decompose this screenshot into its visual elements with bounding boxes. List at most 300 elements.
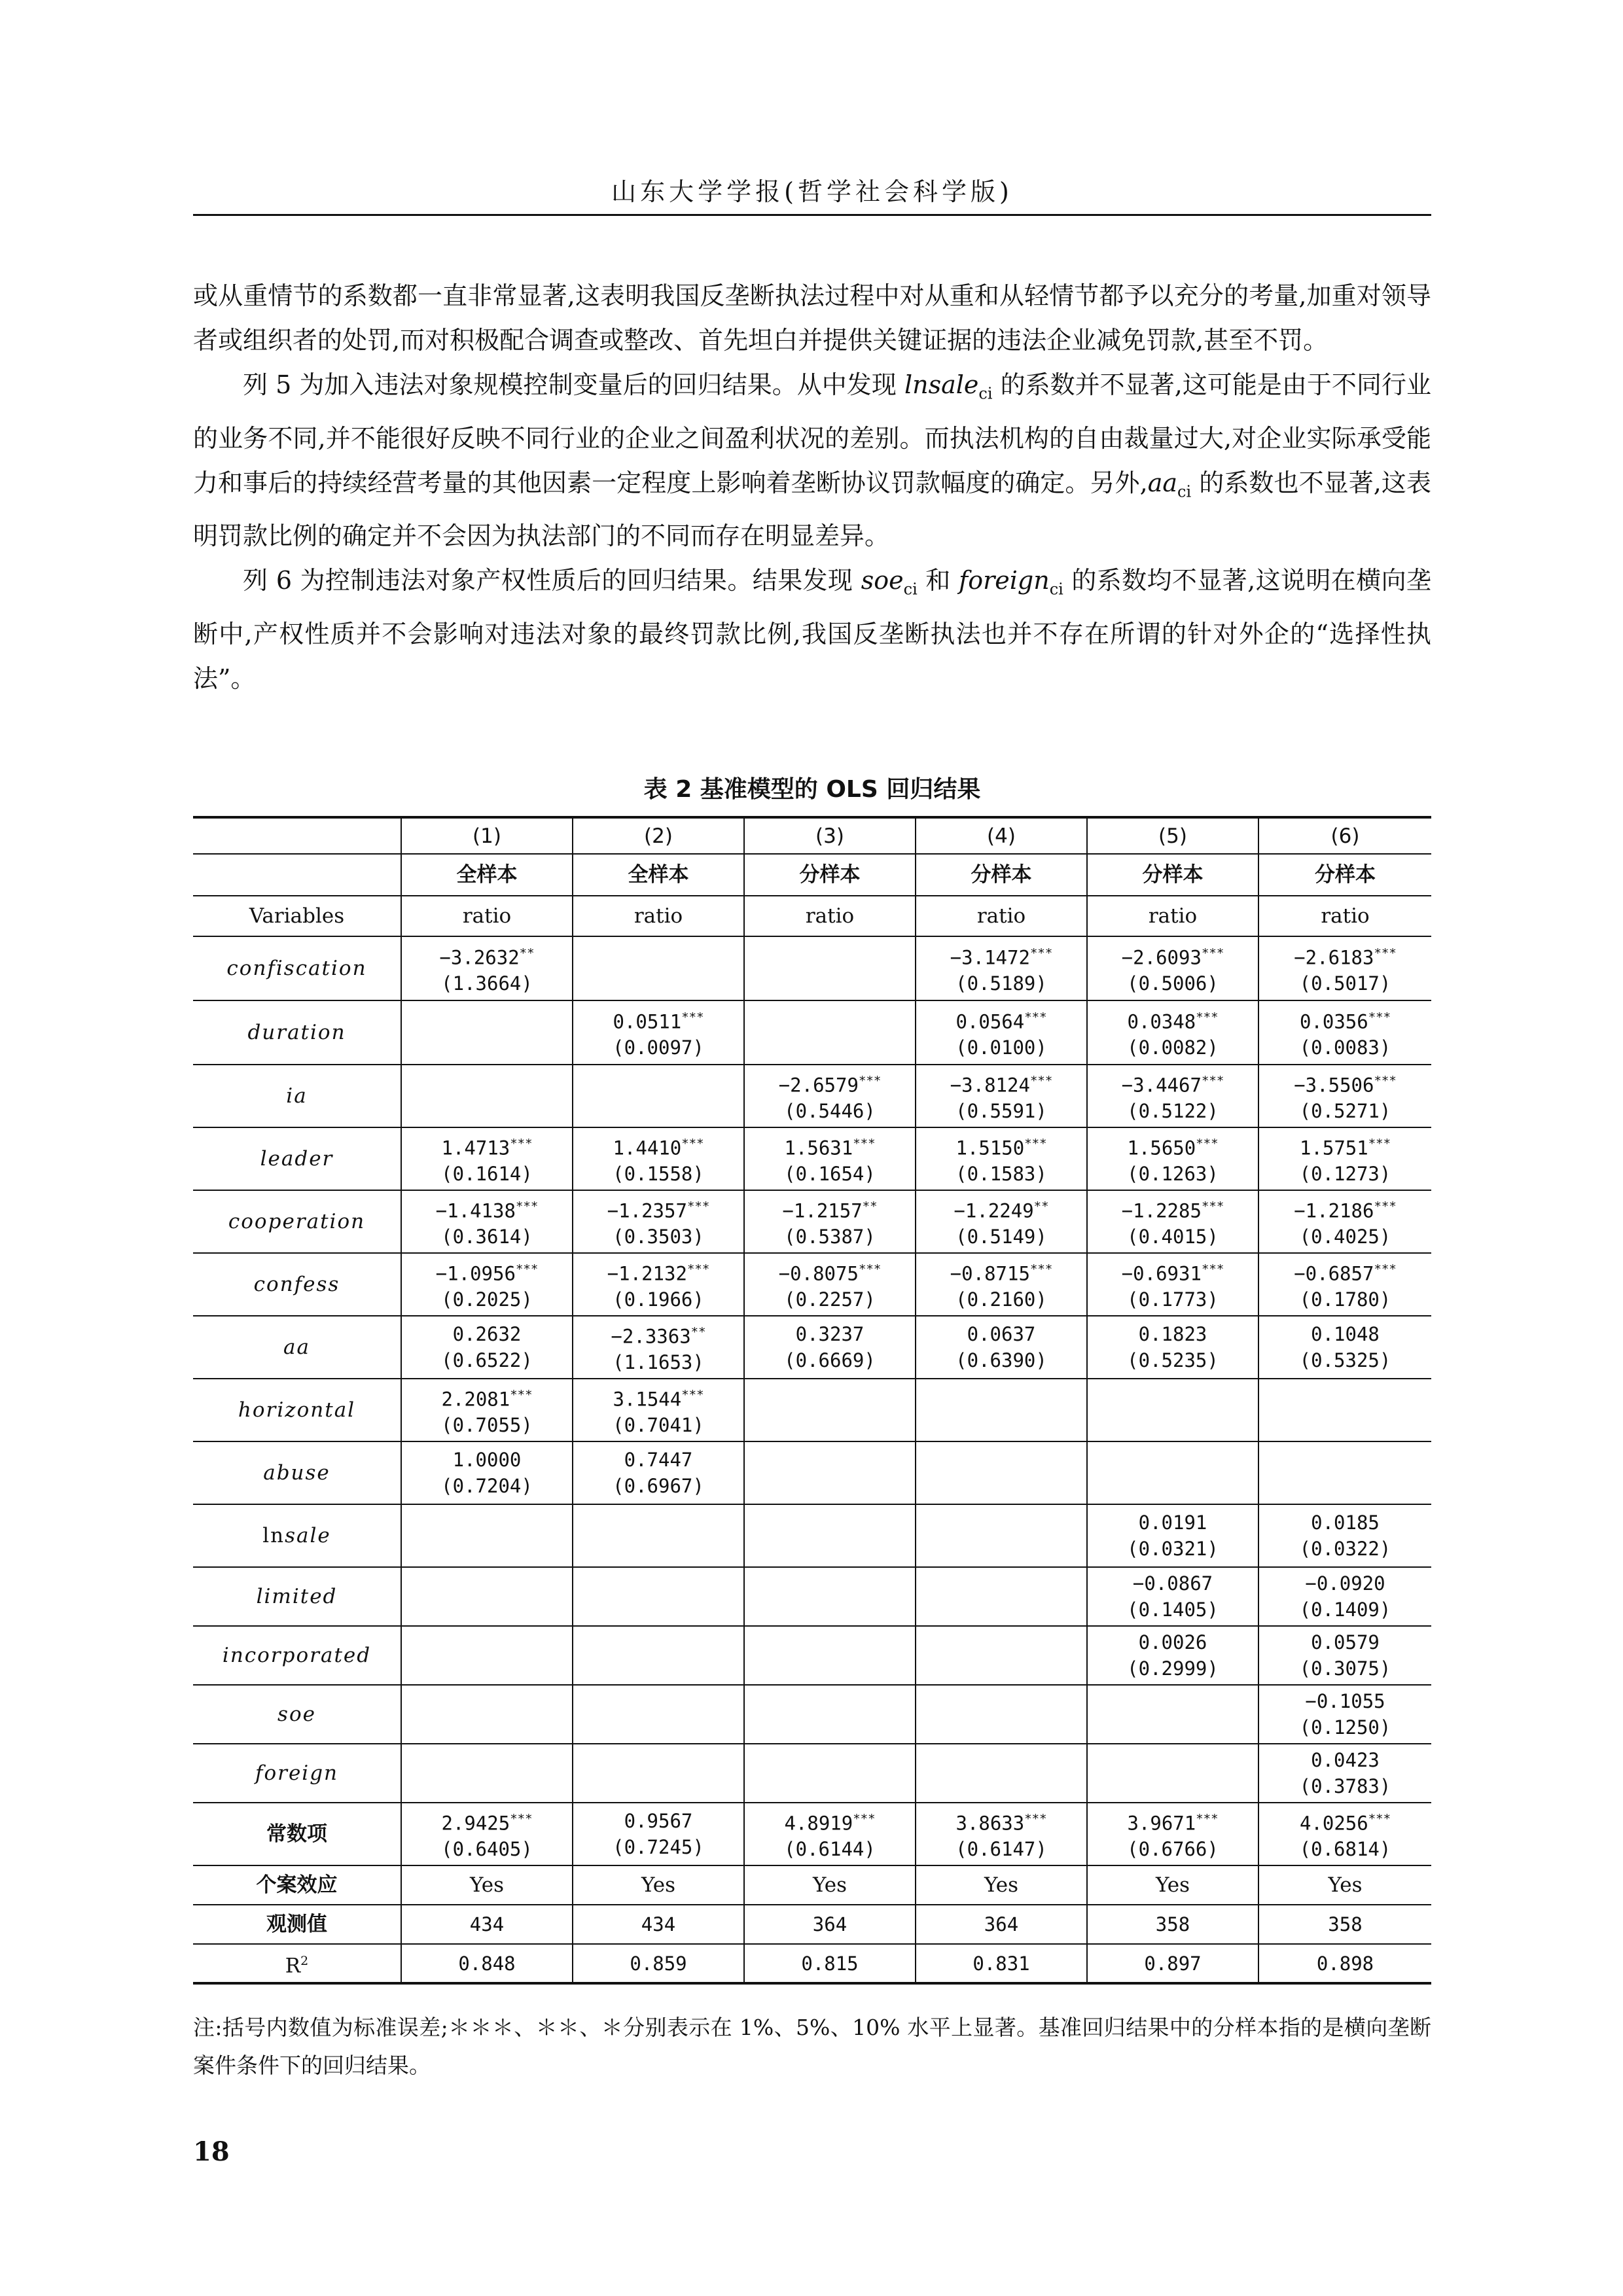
standard-error: (0.5235) [1127,1349,1219,1371]
table-row [193,1744,1431,1803]
significance-stars: *** [1368,1136,1391,1151]
coef-cell [573,1803,744,1865]
sample-label: 分样本 [1258,854,1431,896]
coefficient: 0.9567 [624,1810,693,1832]
significance-stars: ** [690,1324,706,1339]
body-text [193,274,1431,701]
significance-stars: *** [515,1262,539,1277]
coefficient: 0.0511*** [613,1010,704,1033]
standard-error: (0.0100) [955,1036,1047,1059]
fixed-effect-value: Yes [573,1865,744,1905]
coef-cell [573,1441,744,1504]
fixed-effect-value: Yes [744,1865,916,1905]
standard-error: (0.5325) [1299,1349,1391,1371]
standard-error: (0.7204) [441,1475,533,1497]
coef-cell [1087,1504,1258,1567]
paragraph-3 [193,558,1431,701]
sample-label: 分样本 [916,854,1087,896]
coef-cell [1087,1379,1258,1441]
variable-name: abuse [193,1441,401,1504]
variable-name: leader [193,1127,401,1190]
standard-error: (0.1263) [1127,1163,1219,1186]
table-note: 注:括号内数值为标准误差;＊＊＊、＊＊、＊分别表示在 1%、5%、10% 水平上显著。基准回归结果中的分样本指的是横向垄断案件条件下的回归结果。 [193,2015,1431,2078]
standard-error: (0.0082) [1127,1036,1219,1059]
coefficient: −2.3363** [611,1324,706,1348]
column-number: (5) [1087,817,1258,854]
coefficient: −0.6931*** [1121,1262,1224,1285]
standard-error: (0.6147) [955,1838,1047,1861]
coef-cell [744,1803,916,1865]
r-squared-value: 0.898 [1258,1944,1431,1983]
significance-stars: *** [853,1136,876,1151]
coefficient: 1.5631*** [784,1136,876,1159]
coef-cell [1087,1253,1258,1316]
standard-error: (0.2999) [1127,1657,1219,1680]
observations-value: 434 [573,1905,744,1944]
significance-stars: *** [853,1811,876,1826]
standard-error: (0.4025) [1299,1226,1391,1248]
significance-stars: *** [687,1262,710,1277]
standard-error: (0.5006) [1127,972,1219,995]
standard-error: (0.2257) [784,1288,876,1311]
standard-error: (0.7245) [613,1836,704,1858]
coef-cell [744,1441,916,1504]
table-row [193,1944,1431,1983]
coefficient: 4.0256*** [1299,1811,1391,1835]
regression-table [193,816,1431,1985]
coef-cell [401,1000,573,1065]
coefficient: −1.4138*** [435,1199,539,1222]
significance-stars: *** [1196,1010,1219,1025]
coef-cell [1087,1000,1258,1065]
fixed-effect-label: 个案效应 [193,1865,401,1905]
standard-error: (0.1409) [1299,1598,1391,1621]
variable-name: confess [193,1253,401,1316]
r-squared-value: 0.848 [401,1944,573,1983]
coef-cell [401,1316,573,1379]
coefficient: 3.1544*** [613,1387,704,1411]
page-number: 18 [193,2136,230,2167]
coefficient: 0.0026 [1138,1631,1207,1653]
coef-cell [744,1127,916,1190]
coef-cell [401,1567,573,1626]
standard-error: (0.2025) [441,1288,533,1311]
r-squared-value: 0.859 [573,1944,744,1983]
coefficient: 3.9671*** [1127,1811,1219,1835]
observations-value: 358 [1258,1905,1431,1944]
variable-name: aa [193,1316,401,1379]
coefficient: −0.0867 [1132,1572,1213,1595]
var-soe: soe [861,566,904,595]
significance-stars: *** [1029,1262,1053,1277]
coefficient: −3.2632** [439,945,535,969]
variable-name: cooperation [193,1190,401,1253]
coef-cell [573,1253,744,1316]
coefficient: 0.7447 [624,1449,693,1471]
var-lnsale: lnsale [904,370,979,399]
coef-cell [401,1379,573,1441]
table-row [193,1567,1431,1626]
significance-stars: *** [681,1387,704,1402]
dependent-variable: ratio [1087,896,1258,936]
standard-error: (0.6814) [1299,1838,1391,1861]
coefficient: −2.6183*** [1294,945,1397,969]
coefficient: 1.5751*** [1299,1136,1391,1159]
variable-name-part: ln [262,1524,285,1547]
coefficient: −2.6579*** [778,1073,882,1097]
coefficient: 0.0356*** [1299,1010,1391,1033]
coef-cell [401,936,573,1000]
coef-cell [1258,1127,1431,1190]
table-row [193,1504,1431,1567]
significance-stars: *** [1029,945,1053,961]
observations-value: 358 [1087,1905,1258,1944]
sample-label: 分样本 [1087,854,1258,896]
text-run: 列 6 为控制违法对象产权性质后的回归结果。结果发现 [243,566,861,595]
coef-cell [1087,1744,1258,1803]
standard-error: (0.1966) [613,1288,704,1311]
header-rule [193,214,1431,216]
significance-stars: *** [1024,1811,1047,1826]
coefficient: 0.3237 [795,1323,865,1345]
text-run: 的系数均不显著,这说明在横向垄断中,产权性质并不会影响对违法对象的最终罚款比例,我国反垄断执法也并不存在所谓的针对外企的“选择性执法”。 [193,566,1431,693]
dependent-variable: ratio [1258,896,1431,936]
significance-stars: *** [687,1199,710,1214]
subscript: ci [903,580,918,599]
coef-cell [916,1316,1087,1379]
dependent-variable: ratio [916,896,1087,936]
text-run: 的系数并不显著,这可能是由于不同行业的业务不同,并不能很好反映不同行业的企业之间盈利状况的差别。而执法机构的自由裁量过大,对企业实际承受能力和事后的持续经营考量的其他因素一定程度上影响着垄断协议罚款幅度的确定。另外, [193,370,1431,497]
coef-cell [744,1685,916,1744]
standard-error: (0.1780) [1299,1288,1391,1311]
observations-value: 434 [401,1905,573,1944]
coefficient: −0.0920 [1305,1572,1385,1595]
variable-name [193,1504,401,1567]
coef-cell [916,1567,1087,1626]
sample-label: 分样本 [744,854,916,896]
significance-stars: *** [1368,1010,1391,1025]
coef-cell [573,1685,744,1744]
coef-cell [573,1000,744,1065]
variables-label: Variables [193,896,401,936]
sample-label: 全样本 [573,854,744,896]
coef-cell [401,1127,573,1190]
text-run: 列 5 为加入违法对象规模控制变量后的回归结果。从中发现 [243,370,904,399]
fixed-effect-value: Yes [1087,1865,1258,1905]
standard-error: (0.2160) [955,1288,1047,1311]
coef-cell [1258,1065,1431,1127]
standard-error: (0.6390) [955,1349,1047,1371]
table-row [193,1865,1431,1905]
corner-cell [193,817,401,854]
coefficient: −3.8124*** [950,1073,1053,1097]
table-row [193,1065,1431,1127]
significance-stars: *** [510,1811,533,1826]
superscript: 2 [300,1953,309,1968]
table-row [193,1127,1431,1190]
coef-cell [1258,1379,1431,1441]
coef-cell [401,1190,573,1253]
standard-error: (0.6967) [613,1475,704,1497]
subscript: ci [978,384,993,403]
standard-error: (0.0322) [1299,1538,1391,1560]
coefficient: −3.4467*** [1121,1073,1224,1097]
coef-cell [1258,936,1431,1000]
coef-cell [916,1441,1087,1504]
coef-cell [1087,1065,1258,1127]
coef-cell [1258,1190,1431,1253]
fixed-effect-value: Yes [916,1865,1087,1905]
coef-cell [401,1803,573,1865]
coef-cell [916,936,1087,1000]
coefficient: −0.6857*** [1294,1262,1397,1285]
significance-stars: *** [510,1136,533,1151]
significance-stars: *** [1024,1136,1047,1151]
coef-cell [573,1316,744,1379]
significance-stars: *** [1196,1136,1219,1151]
standard-error: (0.1614) [441,1163,533,1186]
coef-cell [1087,1127,1258,1190]
coef-cell [573,1567,744,1626]
var-foreign: foreign [959,566,1050,595]
coefficient: 0.0564*** [955,1010,1047,1033]
coef-cell [916,1190,1087,1253]
standard-error: (0.5446) [784,1100,876,1123]
coef-cell [573,1127,744,1190]
table-row [193,936,1431,1000]
table-row [193,1316,1431,1379]
variable-name: 常数项 [193,1803,401,1865]
table-row [193,1803,1431,1865]
coefficient: 2.2081*** [441,1387,533,1411]
standard-error: (0.4015) [1127,1226,1219,1248]
coef-cell [744,1567,916,1626]
standard-error: (0.3614) [441,1226,533,1248]
coefficient: −3.5506*** [1294,1073,1397,1097]
variable-name: duration [193,1000,401,1065]
standard-error: (0.1273) [1299,1163,1391,1186]
significance-stars: *** [1374,945,1397,961]
coef-cell [573,1190,744,1253]
coef-cell [401,1253,573,1316]
coef-cell [401,1065,573,1127]
coef-cell [1087,936,1258,1000]
empty-cell [193,854,401,896]
coefficient: −3.1472*** [950,945,1053,969]
coefficient: 4.8919*** [784,1811,876,1835]
coef-cell [401,1626,573,1685]
coef-cell [401,1441,573,1504]
coefficient: 1.4713*** [441,1136,533,1159]
coefficient: 2.9425*** [441,1811,533,1835]
observations-value: 364 [916,1905,1087,1944]
coef-cell [916,1127,1087,1190]
standard-error: (0.0083) [1299,1036,1391,1059]
table-row [193,1253,1431,1316]
table-row [193,817,1431,854]
r-squared-label: $R^2$ [193,1944,401,1983]
paragraph-2 [193,362,1431,558]
table-row [193,1905,1431,1944]
variable-name: soe [193,1685,401,1744]
coef-cell [1258,1803,1431,1865]
coefficient: −1.0956*** [435,1262,539,1285]
coef-cell [573,936,744,1000]
table-row [193,1190,1431,1253]
significance-stars: *** [515,1199,539,1214]
coefficient: −1.2157** [782,1199,878,1222]
standard-error: (0.5591) [955,1100,1047,1123]
coefficient: 1.5650*** [1127,1136,1219,1159]
dependent-variable: ratio [744,896,916,936]
observations-value: 364 [744,1905,916,1944]
table-row [193,1379,1431,1441]
coef-cell [401,1744,573,1803]
coefficient: −1.2357*** [607,1199,710,1222]
r-squared-value: 0.815 [744,1944,916,1983]
coef-cell [916,1253,1087,1316]
variable-name: ia [193,1065,401,1127]
coefficient: 1.4410*** [613,1136,704,1159]
coef-cell [401,1504,573,1567]
observations-label: 观测值 [193,1905,401,1944]
column-number: (2) [573,817,744,854]
standard-error: (0.5387) [784,1226,876,1248]
coefficient: 0.0348*** [1127,1010,1219,1033]
coef-cell [916,1685,1087,1744]
significance-stars: ** [519,945,535,961]
significance-stars: *** [681,1010,704,1025]
standard-error: (0.3503) [613,1226,704,1248]
coef-cell [1087,1685,1258,1744]
standard-error: (0.5149) [955,1226,1047,1248]
coef-cell [1087,1626,1258,1685]
dependent-variable: ratio [573,896,744,936]
standard-error: (0.6522) [441,1349,533,1371]
significance-stars: *** [1368,1811,1391,1826]
table-row [193,1626,1431,1685]
coef-cell [1258,1316,1431,1379]
standard-error: (0.6766) [1127,1838,1219,1861]
coefficient: 0.1823 [1138,1323,1207,1345]
coefficient: 0.2632 [452,1323,522,1345]
coef-cell [1258,1253,1431,1316]
coef-cell [1087,1190,1258,1253]
standard-error: (1.1653) [613,1351,704,1374]
coefficient: 1.0000 [452,1449,522,1471]
coef-cell [916,1065,1087,1127]
coef-cell [573,1065,744,1127]
coef-cell [1087,1803,1258,1865]
coef-cell [744,1504,916,1567]
coef-cell [744,1065,916,1127]
coefficient: −1.2132*** [607,1262,710,1285]
coef-cell [1258,1000,1431,1065]
variable-name: foreign [193,1744,401,1803]
significance-stars: *** [1201,945,1224,961]
standard-error: (0.7041) [613,1414,704,1437]
standard-error: (0.6405) [441,1838,533,1861]
significance-stars: *** [858,1073,882,1088]
variable-name-part: sale [285,1524,331,1547]
coef-cell [744,1190,916,1253]
var-aa: aa [1147,468,1178,497]
coef-cell [916,1744,1087,1803]
standard-error: (0.5017) [1299,972,1391,995]
significance-stars: ** [862,1199,878,1214]
coef-cell [1258,1744,1431,1803]
coefficient: 0.0579 [1311,1631,1380,1653]
significance-stars: *** [510,1387,533,1402]
coefficient: 0.0191 [1138,1511,1207,1534]
coef-cell [1087,1441,1258,1504]
coefficient: −1.2249** [954,1199,1049,1222]
subscript: ci [1177,482,1192,501]
coef-cell [744,1744,916,1803]
standard-error: (0.1654) [784,1163,876,1186]
coef-cell [573,1626,744,1685]
coefficient: 0.0185 [1311,1511,1380,1534]
standard-error: (0.3075) [1299,1657,1391,1680]
coef-cell [744,1379,916,1441]
standard-error: (0.0321) [1127,1538,1219,1560]
dependent-variable: ratio [401,896,573,936]
table-row [193,1685,1431,1744]
table-row [193,896,1431,936]
standard-error: (0.7055) [441,1414,533,1437]
standard-error: (0.5271) [1299,1100,1391,1123]
column-number: (1) [401,817,573,854]
fixed-effect-value: Yes [401,1865,573,1905]
standard-error: (1.3664) [441,972,533,995]
significance-stars: *** [1201,1199,1224,1214]
variable-name: incorporated [193,1626,401,1685]
coef-cell [573,1744,744,1803]
standard-error: (0.6669) [784,1349,876,1371]
coef-cell [744,1316,916,1379]
coefficient: 0.0637 [967,1323,1036,1345]
table-row [193,1000,1431,1065]
coef-cell [1258,1504,1431,1567]
text-run: 和 [917,566,959,595]
standard-error: (0.0097) [613,1036,704,1059]
coef-cell [744,1000,916,1065]
fixed-effect-value: Yes [1258,1865,1431,1905]
coefficient: −1.2186*** [1294,1199,1397,1222]
coefficient: −2.6093*** [1121,945,1224,969]
table-row [193,854,1431,896]
significance-stars: *** [1196,1811,1219,1826]
coef-cell [401,1685,573,1744]
coef-cell [1258,1685,1431,1744]
standard-error: (0.1583) [955,1163,1047,1186]
coef-cell [916,1803,1087,1865]
significance-stars: *** [681,1136,704,1151]
standard-error: (0.1773) [1127,1288,1219,1311]
coefficient: −0.8075*** [778,1262,882,1285]
significance-stars: *** [1374,1262,1397,1277]
coefficient: 0.1048 [1311,1323,1380,1345]
significance-stars: *** [1201,1262,1224,1277]
standard-error: (0.1558) [613,1163,704,1186]
standard-error: (0.5122) [1127,1100,1219,1123]
variable-name: limited [193,1567,401,1626]
coef-cell [916,1000,1087,1065]
coef-cell [573,1379,744,1441]
standard-error: (0.5189) [955,972,1047,995]
paragraph-1: 或从重情节的系数都一直非常显著,这表明我国反垄断执法过程中对从重和从轻情节都予以充分的考量,加重对领导者或组织者的处罚,而对积极配合调查或整改、首先坦白并提供关键证据的违法企业减免罚款,甚至不罚。 [193,281,1431,355]
r-squared-value: 0.897 [1087,1944,1258,1983]
